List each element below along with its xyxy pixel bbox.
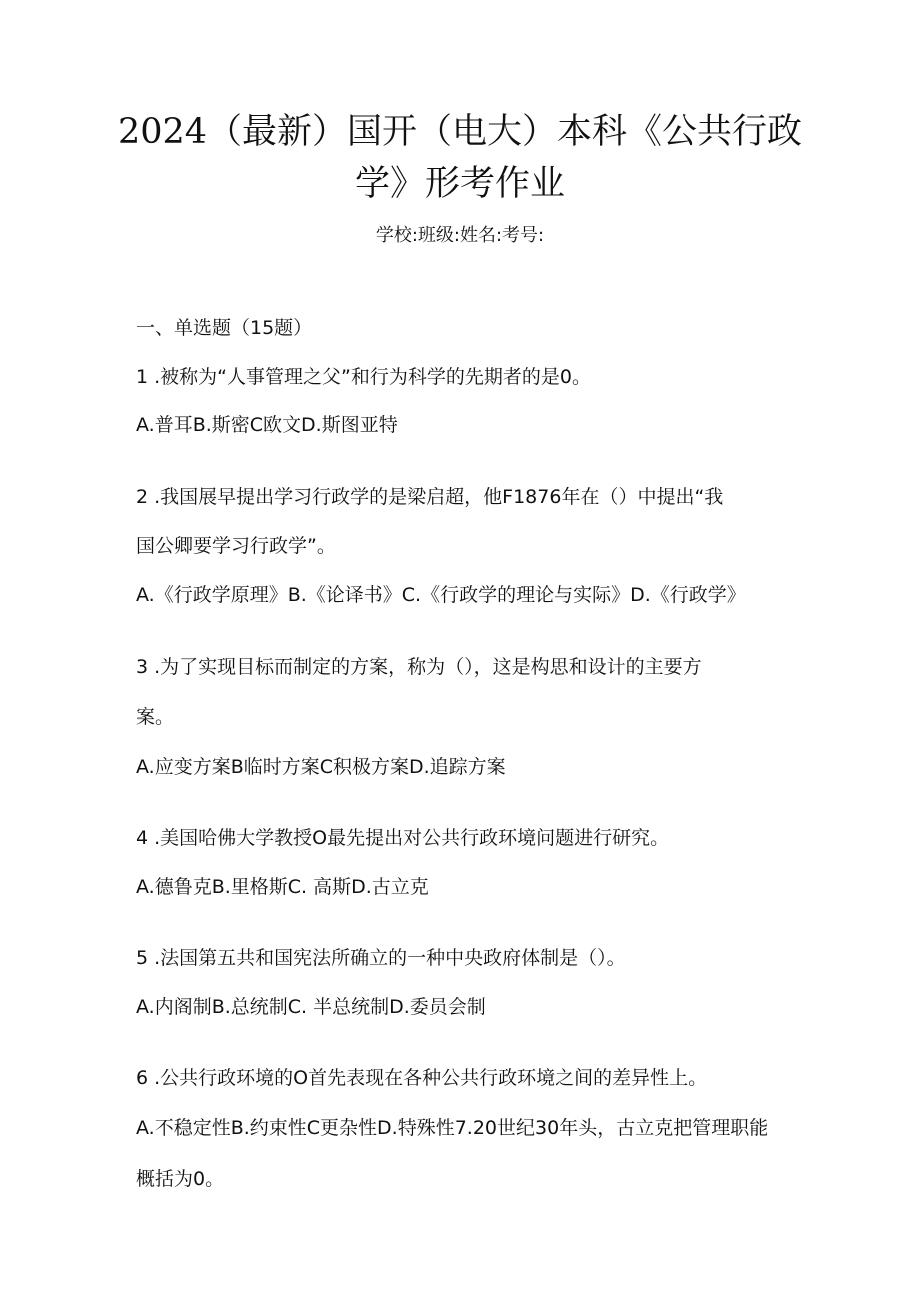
question-2-stem-cont: 国公卿要学习行政学”。 xyxy=(136,535,336,557)
question-3-stem: 3 .为了实现目标而制定的方案，称为（），这是构思和设计的主要方 xyxy=(136,656,702,678)
question-5-stem: 5 .法国第五共和国宪法所确立的一种中央政府体制是（）。 xyxy=(136,947,626,969)
question-4-options: A.德鲁克B.里格斯C. 高斯D.古立克 xyxy=(136,876,429,898)
question-2-stem: 2 .我国展早提出学习行政学的是梁启超，他F1876年在（）中提出“我 xyxy=(136,486,724,508)
document-title-line-1: 2024（最新）国开（电大）本科《公共行政 xyxy=(117,112,803,152)
question-2-options: A.《行政学原理》B.《论译书》C.《行政学的理论与实际》D.《行政学》 xyxy=(136,584,746,606)
question-5-options: A.内阁制B.总统制C. 半总统制D.委员会制 xyxy=(136,996,486,1018)
question-1-stem: 1 .被称为“人事管理之父”和行为科学的先期者的是0。 xyxy=(136,366,591,388)
question-6-options: A.不稳定性B.约束性C更杂性D.特殊性7.20世纪30年头，古立克把管理职能 xyxy=(136,1117,769,1139)
question-1-options: A.普耳B.斯密C欧文D.斯图亚特 xyxy=(136,414,398,436)
question-3-options: A.应变方案B临时方案C积极方案D.追踪方案 xyxy=(136,756,506,778)
question-4-stem: 4 .美国哈佛大学教授O最先提出对公共行政环境问题进行研究。 xyxy=(136,827,670,849)
student-info-line: 学校:班级:姓名:考号: xyxy=(375,225,545,246)
question-7-stem-cont: 概括为0。 xyxy=(136,1168,225,1190)
question-6-stem: 6 .公共行政环境的O首先表现在各种公共行政环境之间的差异性上。 xyxy=(136,1067,708,1089)
question-3-stem-cont: 案。 xyxy=(136,706,175,728)
document-title-line-2: 学》形考作业 xyxy=(354,164,565,204)
section-heading: 一、单选题（15题） xyxy=(136,317,313,339)
